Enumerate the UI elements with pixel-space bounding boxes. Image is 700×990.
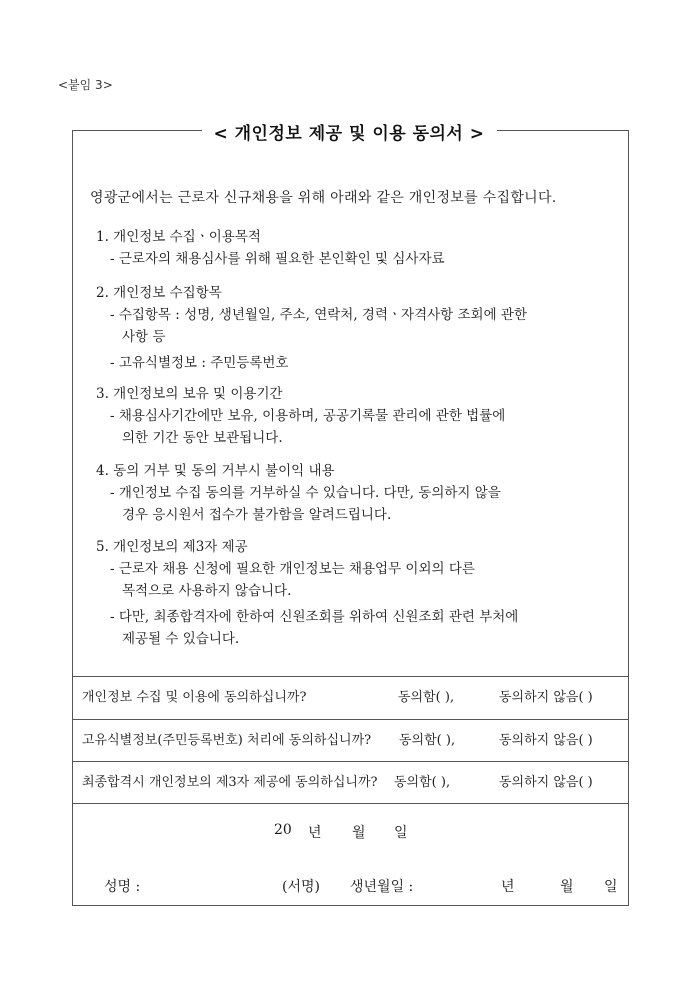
consent-row-unique-id (72, 719, 629, 761)
section-items (96, 282, 527, 374)
section-heading: 4. 동의 거부 및 동의 거부시 불이익 내용 (96, 463, 335, 479)
section-bullet (96, 248, 445, 270)
birthdate-label: 생년월일 : (350, 879, 414, 895)
bullet-continuation: 의한 기간 동안 보관됩니다. (122, 430, 283, 446)
date-month-label: 월 (352, 825, 366, 841)
attachment-label: <붙임 3> (58, 78, 113, 92)
consent-question: 고유식별정보(주민등록번호) 처리에 동의하십니까? (82, 733, 372, 748)
bullet-continuation: 제공될 수 있습니다. (122, 631, 240, 647)
section-heading: 2. 개인정보 수집항목 (96, 285, 222, 301)
section-third-party (96, 536, 518, 650)
bullet-line: - 다만, 최종합격자에 한하여 신원조회를 위하여 신원조회 관련 부처에 (110, 609, 519, 625)
consent-row-collection (72, 676, 629, 719)
section-bullet (96, 352, 527, 374)
disagree-checkbox[interactable]: 동의하지 않음( ) (499, 775, 593, 790)
name-label: 성명 : (104, 879, 141, 895)
date-day-label: 일 (394, 825, 408, 841)
section-bullet (96, 558, 518, 602)
bullet-line: - 근로자의 채용심사를 위해 필요한 본인확인 및 심사자료 (110, 251, 445, 267)
section-bullet (96, 304, 527, 348)
intro-text: 영광군에서는 근로자 신규채용을 위해 아래와 같은 개인정보를 수집합니다. (90, 190, 557, 206)
bullet-line: - 개인정보 수집 동의를 거부하실 수 있습니다. 다만, 동의하지 않을 (110, 485, 501, 501)
disagree-checkbox[interactable]: 동의하지 않음( ) (499, 733, 593, 748)
birth-month-label: 월 (560, 879, 574, 895)
section-heading: 1. 개인정보 수집ㆍ이용목적 (96, 229, 261, 245)
bullet-continuation: 사항 등 (122, 329, 166, 345)
signature-field[interactable]: (서명) (282, 879, 320, 895)
consent-question: 개인정보 수집 및 이용에 동의하십니까? (82, 690, 307, 705)
agree-checkbox[interactable]: 동의함( ), (398, 690, 455, 705)
section-refusal (96, 460, 501, 526)
agree-checkbox[interactable]: 동의함( ), (394, 775, 451, 790)
bullet-line: - 수집항목 : 성명, 생년월일, 주소, 연락처, 경력ㆍ자격사항 조회에 관한 (110, 307, 528, 323)
disagree-checkbox[interactable]: 동의하지 않음( ) (499, 690, 593, 705)
section-heading: 5. 개인정보의 제3자 제공 (96, 539, 248, 555)
bullet-line: - 채용심사기간에만 보유, 이용하며, 공공기록물 관리에 관한 법률에 (110, 408, 506, 424)
document-title: < 개인정보 제공 및 이용 동의서 > (213, 124, 485, 144)
birth-day-label: 일 (604, 879, 618, 895)
bullet-line: - 고유식별정보 : 주민등록번호 (110, 355, 289, 371)
section-bullet (96, 606, 518, 650)
date-year-prefix[interactable]: 20 (274, 822, 292, 838)
birth-year-label: 년 (501, 879, 515, 895)
signature-area (72, 803, 629, 906)
consent-question: 최종합격시 개인정보의 제3자 제공에 동의하십니까? (82, 775, 378, 790)
consent-row-third-party (72, 761, 629, 803)
agree-checkbox[interactable]: 동의함( ), (399, 733, 456, 748)
section-bullet (96, 482, 501, 526)
bullet-continuation: 목적으로 사용하지 않습니다. (122, 583, 292, 599)
bullet-line: - 근로자 채용 신청에 필요한 개인정보는 채용업무 이외의 다른 (110, 561, 475, 577)
section-heading: 3. 개인정보의 보유 및 이용기간 (96, 386, 283, 402)
section-purpose (96, 226, 445, 270)
date-year-label: 년 (308, 825, 322, 841)
section-retention (96, 383, 505, 449)
bullet-continuation: 경우 응시원서 접수가 불가함을 알려드립니다. (122, 507, 392, 523)
section-bullet (96, 405, 505, 449)
